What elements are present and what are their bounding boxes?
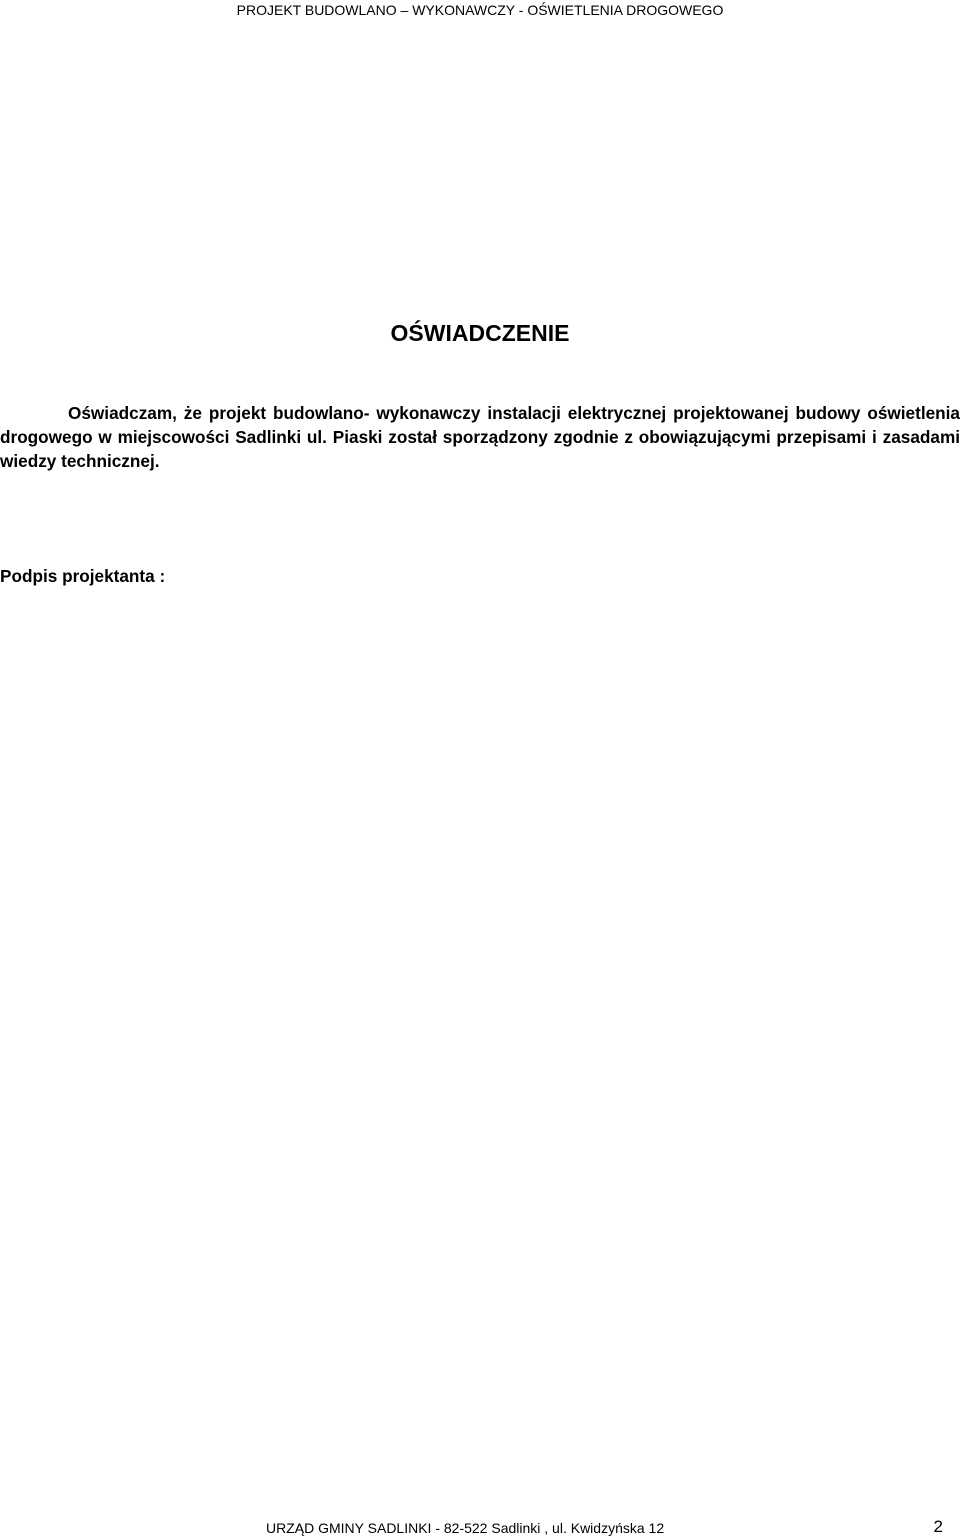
document-title: OŚWIADCZENIE bbox=[390, 320, 570, 346]
footer-address: URZĄD GMINY SADLINKI - 82-522 Sadlinki , ul. Kwidzyńska 12 bbox=[266, 1520, 665, 1536]
page-number: 2 bbox=[933, 1517, 943, 1536]
page-header: PROJEKT BUDOWLANO – WYKONAWCZY - OŚWIETLENIA DROGOWEGO bbox=[236, 2, 724, 18]
signature-label: Podpis projektanta : bbox=[0, 566, 166, 586]
statement-paragraph bbox=[0, 401, 960, 473]
statement-text: Oświadczam, że projekt budowlano- wykonawczy instalacji elektrycznej projektowanej budowy oświetlenia drogowego w miejscowości Sadlinki ul. Piaski został sporządzony zgodnie z obowiązującymi przepisami i zasadami wiedzy technicznej. bbox=[0, 403, 960, 471]
